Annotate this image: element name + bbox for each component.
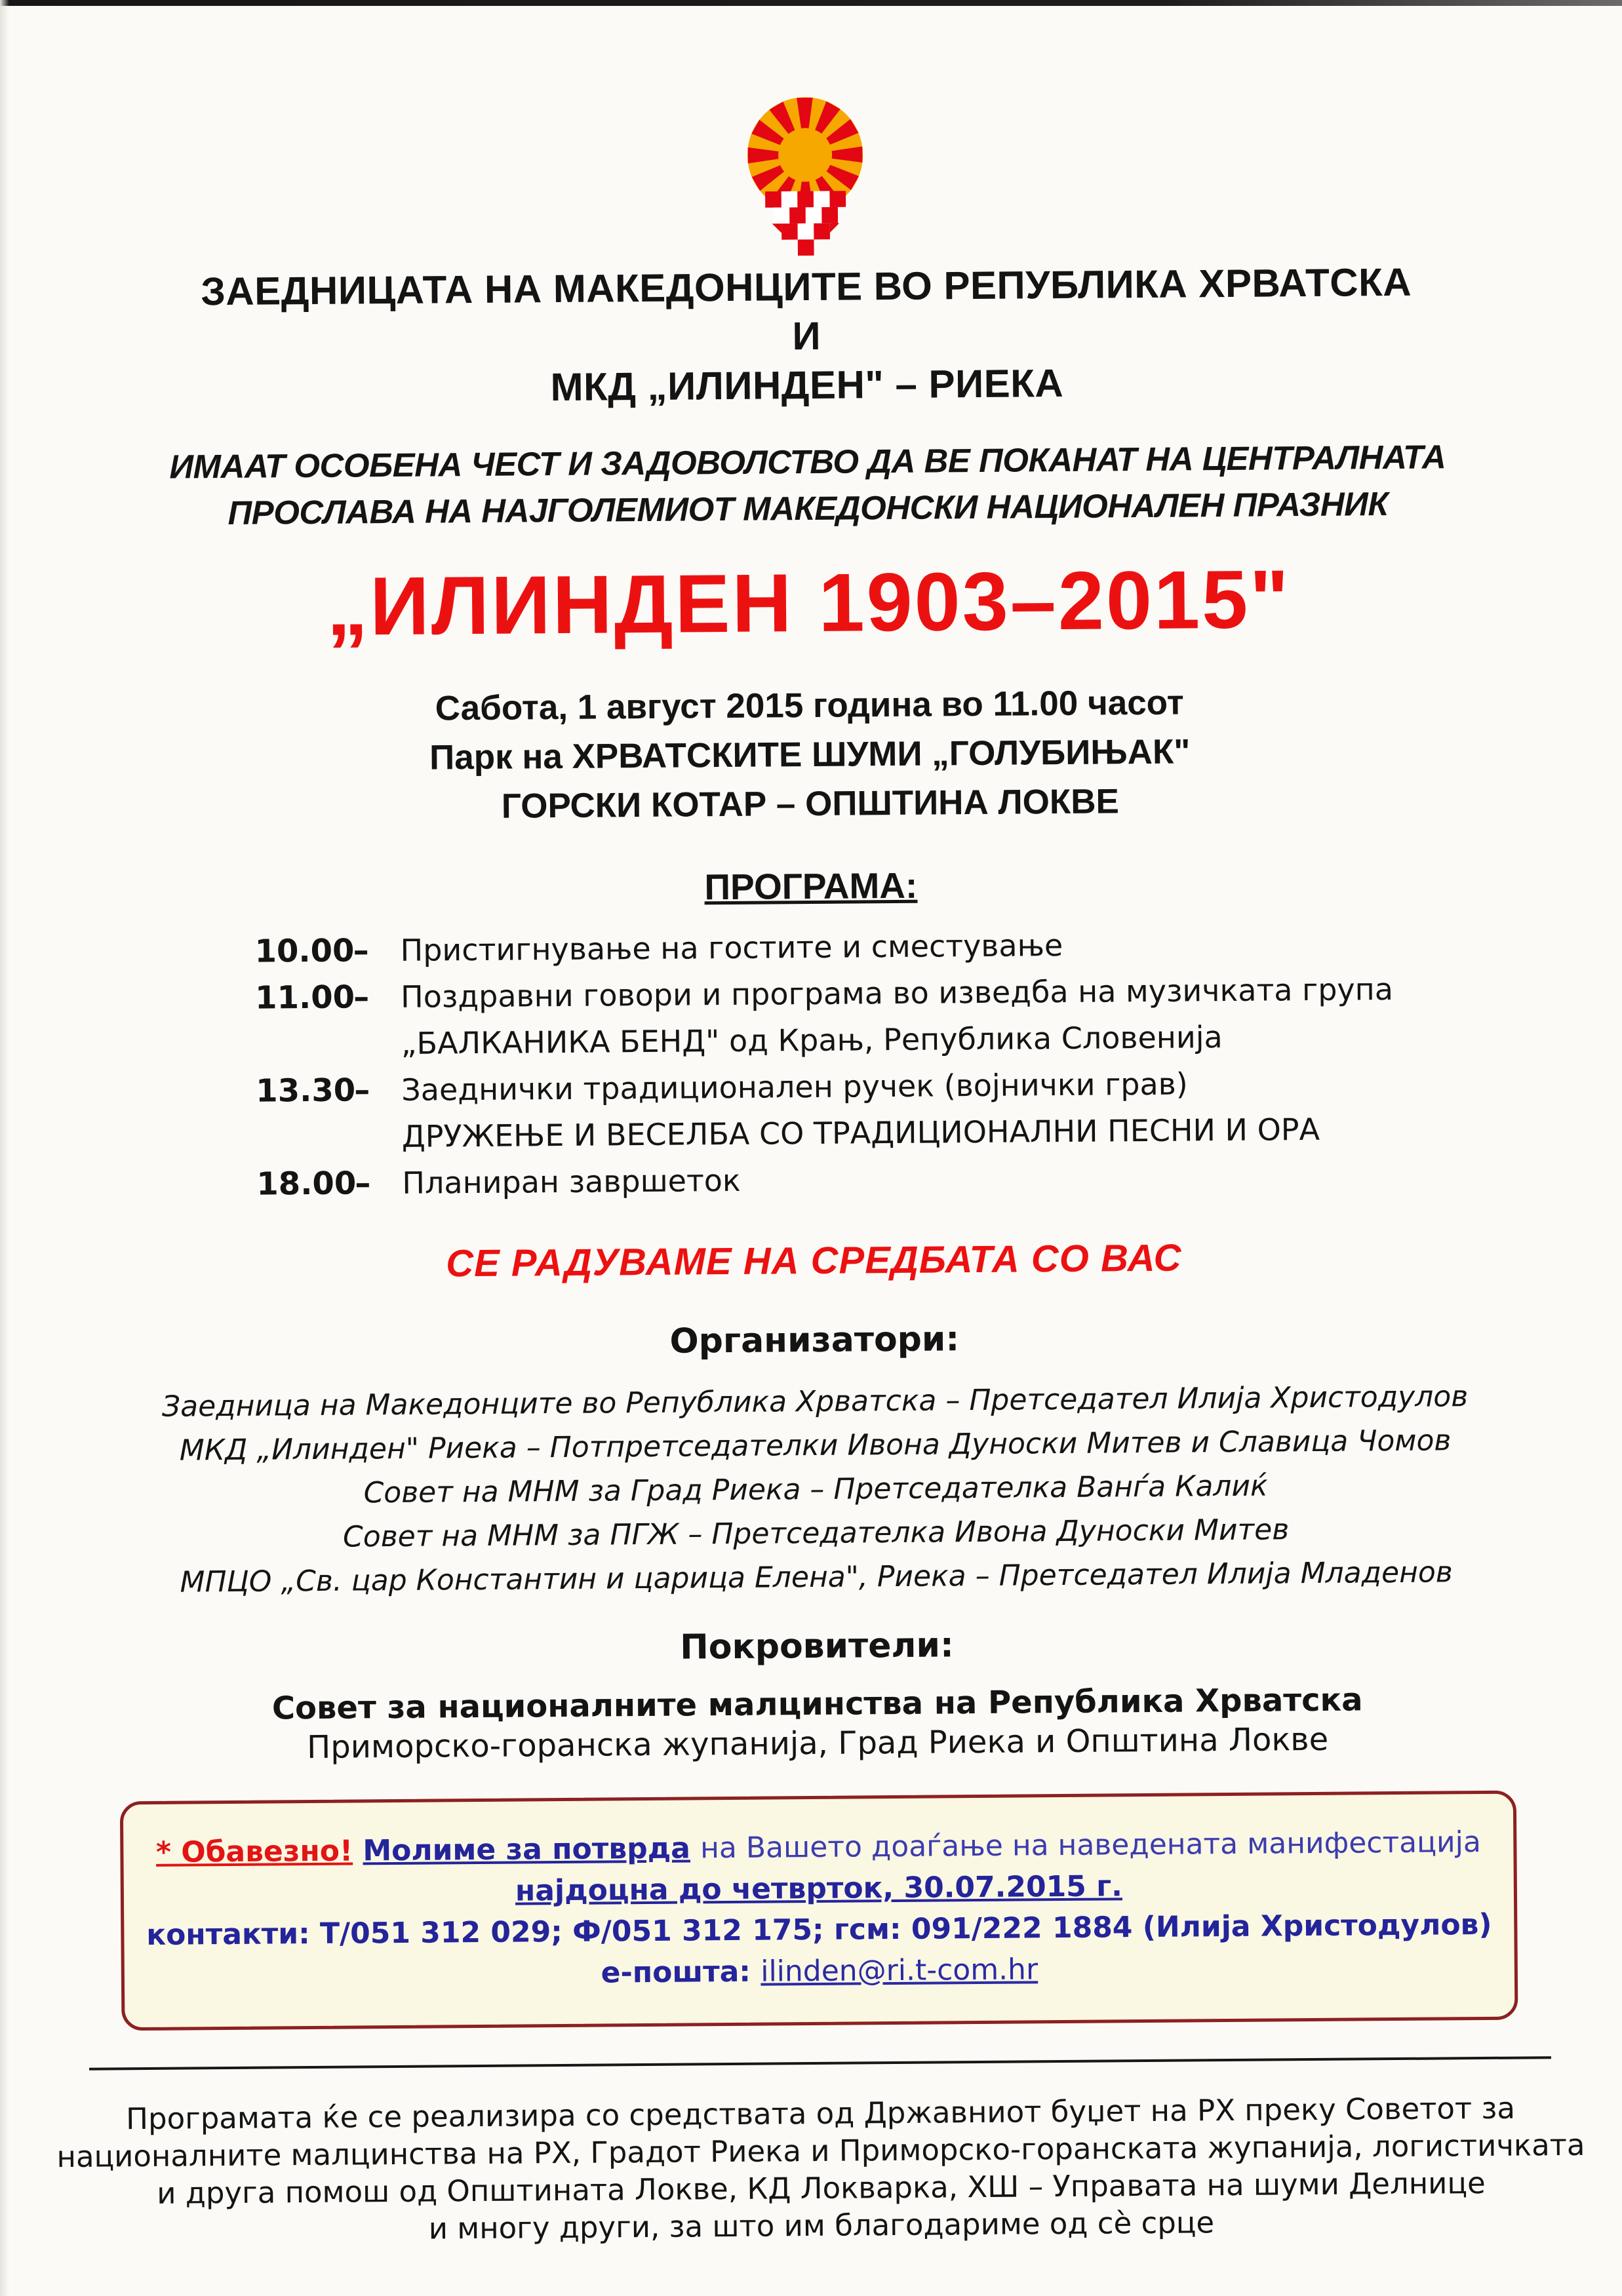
footer-line: и многу други, за што им благодариме од сѐ срце <box>428 2205 1215 2246</box>
program-activity: Планиран завршеток <box>402 1162 741 1201</box>
notice-deadline: најдоцна до четврток, 30.07.2015 г. <box>515 1869 1123 1908</box>
program-time: 18.00 <box>256 1165 357 1203</box>
event-title: „ИЛИНДЕН 1903–2015" <box>326 553 1292 653</box>
notice-contacts: контакти: Т/051 312 029; Ф/051 312 175; гсм: 091/222 1884 (Илија Христодулов) <box>146 1907 1492 1953</box>
organizers-list <box>4 1373 1622 1605</box>
program-activity: Поздравни говори и програма во изведба на музичката група <box>400 971 1394 1015</box>
event-location-park: Парк на ХРВАТСКИТЕ ШУМИ „ГОЛУБИЊАК" <box>429 732 1191 777</box>
confirm-request-text: на Вашето доаѓање на наведената манифестација <box>700 1825 1482 1865</box>
patrons-heading: Покровители: <box>679 1625 954 1667</box>
program-activity: Заеднички традиционален ручек (војнички грав) <box>401 1066 1188 1108</box>
invitation-line-1: ИМААТ ОСОБЕНА ЧЕСТ И ЗАДОВОЛСТВО ДА ВЕ ПОКАНАТ НА ЦЕНТРАЛНАТА <box>169 438 1446 486</box>
organizers-heading: Организатори: <box>669 1319 960 1361</box>
patron-main: Совет за националните малцинства на Република Хрватска <box>271 1681 1363 1727</box>
event-datetime: Сабота, 1 август 2015 година во 11.00 часот <box>435 683 1184 728</box>
macedonian-sun-croatian-checkerboard-logo-icon <box>723 90 887 256</box>
program-item <box>256 1150 1622 1207</box>
organization-name-2: МКД „ИЛИНДЕН" – РИЕКА <box>550 360 1064 410</box>
organizer-item: МПЦО „Св. цар Константин и царица Елена", Риека – Претседател Илија Младенов <box>180 1555 1453 1599</box>
organizer-item: Совет на МНМ за Град Риека – Претседателка Ванѓа Калиќ <box>363 1469 1268 1510</box>
program-schedule <box>254 918 1622 1207</box>
organizer-item: Заедница на Македонците во Република Хрватска – Претседател Илија Христодулов <box>161 1380 1469 1424</box>
program-time: 10.00 <box>254 932 355 970</box>
event-details <box>0 674 1621 834</box>
program-time: 13.30 <box>256 1072 356 1110</box>
footer-line: и друга помош од Општината Локве, КД Локварка, ХШ – Управата на шуми Делнице <box>156 2165 1486 2211</box>
organization-conjunction: И <box>792 313 821 359</box>
horizontal-divider <box>89 2056 1551 2071</box>
program-dash: – <box>355 1165 371 1202</box>
organization-header <box>0 256 1618 416</box>
event-location-region: ГОРСКИ КОТАР – ОПШТИНА ЛОКВЕ <box>501 782 1120 826</box>
invitation-statement <box>0 432 1619 537</box>
mandatory-label: * Обавезно! <box>155 1834 353 1869</box>
footer-line: националните малцинства на РХ, Градот Риека и Приморско-горанската жупанија, логистичката <box>56 2127 1585 2175</box>
program-dash: – <box>353 979 370 1016</box>
program-activity: ДРУЖЕЊЕ И ВЕСЕЛБА СО ТРАДИЦИОНАЛНИ ПЕСНИ И ОРА <box>401 1111 1320 1154</box>
email-label: е-пошта: <box>601 1955 761 1990</box>
funding-acknowledgement <box>9 2088 1622 2250</box>
closing-slogan: СЕ РАДУВАМЕ НА СРЕДБАТА СО ВАС <box>445 1236 1182 1285</box>
patron-secondary: Приморско-горанска жупанија, Град Риека и Општина Локве <box>306 1721 1329 1766</box>
invitation-line-2: ПРОСЛАВА НА НАЈГОЛЕМИОТ МАКЕДОНСКИ НАЦИОНАЛЕН ПРАЗНИК <box>227 485 1389 532</box>
program-dash: – <box>354 1072 370 1109</box>
program-time: 11.00 <box>254 979 355 1017</box>
organizer-item: Совет на МНМ за ПГЖ – Претседателка Ивона Дуноски Митев <box>342 1513 1290 1554</box>
logo-container <box>0 84 1617 264</box>
email-link[interactable]: ilinden@ri.t-com.hr <box>761 1953 1038 1989</box>
program-activity: „БАЛКАНИКА БЕНД" од Крањ, Република Словенија <box>401 1019 1223 1061</box>
checkerboard <box>765 191 846 256</box>
footer-line: Програмата ќе се реализира со средствата од Државниот буџет на РХ преку Советот за <box>125 2090 1516 2137</box>
program-heading: ПРОГРАМА: <box>704 865 918 908</box>
program-activity: Пристигнување на гостите и сместување <box>400 927 1063 968</box>
organizer-item: МКД „Илинден" Риека – Потпретседателки Ивона Дуноски Митев и Славица Чомов <box>179 1424 1452 1468</box>
program-dash: – <box>353 932 369 969</box>
confirm-request-label: Молиме за потврда <box>363 1831 691 1868</box>
organization-name-1: ЗАЕДНИЦАТА НА МАКЕДОНЦИТЕ ВО РЕПУБЛИКА ХРВАТСКА <box>201 260 1412 314</box>
confirmation-notice-box <box>120 1791 1518 2031</box>
